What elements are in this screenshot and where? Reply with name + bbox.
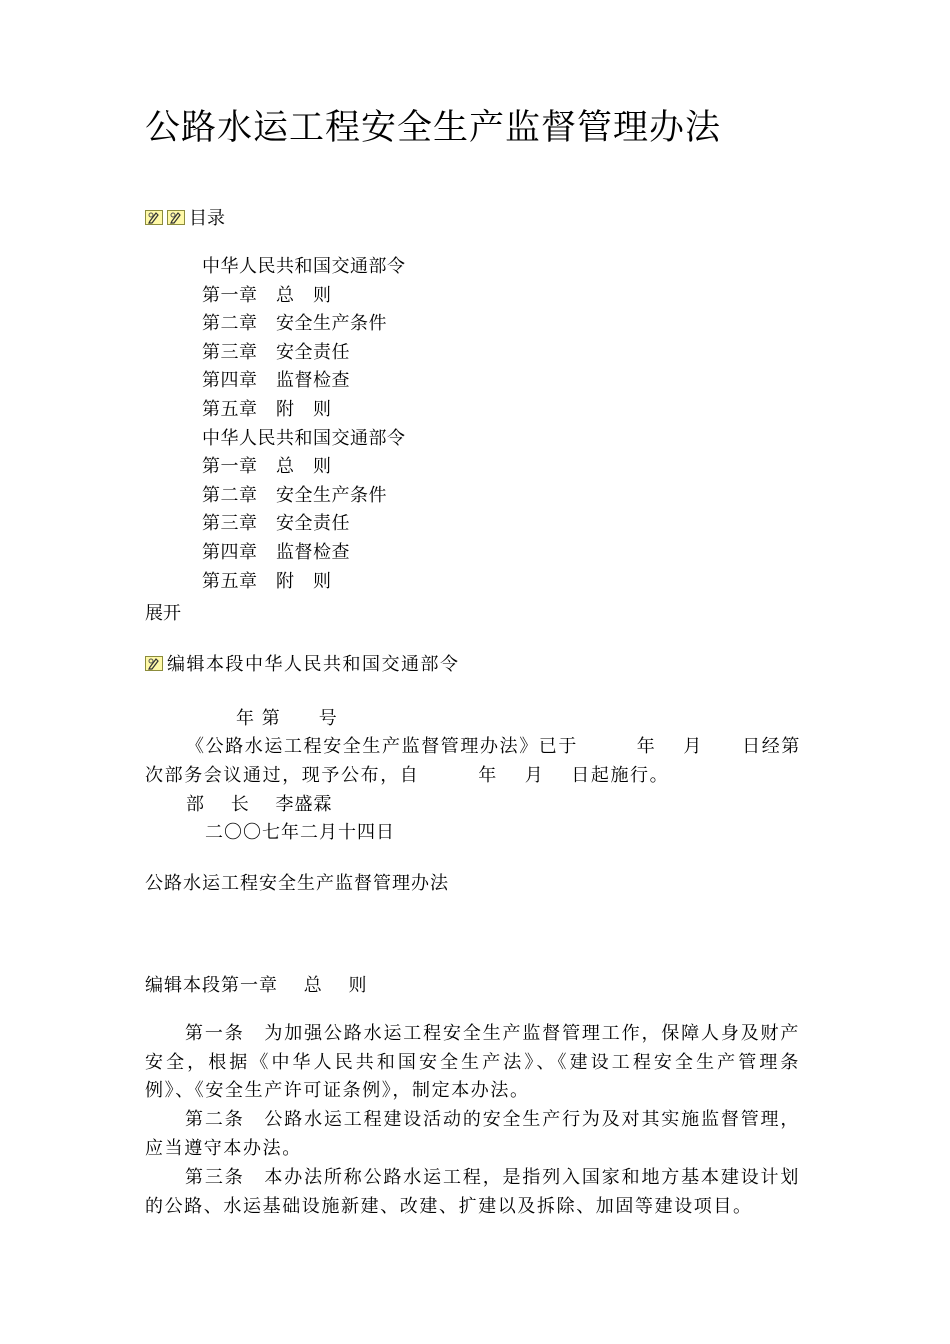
toc-item[interactable]: 第五章 附 则 (202, 398, 332, 420)
article-2: 第二条 公路水运工程建设活动的安全生产行为及对其实施监督管理，应当遵守本办法。 (145, 1109, 800, 1159)
toc-item[interactable]: 第三章 安全责任 (202, 513, 350, 535)
chapter-heading: 编辑本段第一章 总 则 (145, 975, 368, 996)
issue-date: 二〇〇七年二月十四日 (205, 822, 395, 843)
section-heading (145, 650, 460, 676)
toc-item[interactable]: 第二章 安全生产条件 (202, 484, 387, 506)
toc-item[interactable]: 第一章 总 则 (202, 456, 332, 478)
toc-item[interactable]: 第二章 安全生产条件 (202, 313, 387, 335)
article-3: 第三条 本办法所称公路水运工程，是指列入国家和地方基本建设计划的公路、水运基础设施新建、改建、扩建以及拆除、加固等建设项目。 (145, 1167, 800, 1217)
toc-item[interactable]: 中华人民共和国交通部令 (202, 427, 406, 449)
toc-item[interactable]: 第四章 监督检查 (202, 541, 350, 563)
edit-icon[interactable] (145, 656, 163, 671)
toc-label: 目录 (189, 208, 225, 229)
document-title: 公路水运工程安全生产监督管理办法 (145, 108, 722, 148)
toc-item[interactable]: 第五章 附 则 (202, 570, 332, 592)
toc-item[interactable]: 第三章 安全责任 (202, 341, 350, 363)
edit-icon[interactable] (167, 210, 185, 225)
toc-item[interactable]: 第四章 监督检查 (202, 370, 350, 392)
toc-header (145, 204, 225, 230)
toc-list (202, 253, 406, 596)
expand-link[interactable]: 展开 (145, 603, 181, 624)
announcement-line-1: 《公路水运工程安全生产监督管理办法》已于 年 月 日经第 (186, 736, 801, 757)
section-heading-text: 编辑本段中华人民共和国交通部令 (167, 654, 460, 675)
announcement-line-2: 次部务会议通过，现予公布，自 年 月 日起施行。 (145, 765, 670, 786)
toc-item[interactable]: 中华人民共和国交通部令 (202, 256, 406, 277)
edit-icon[interactable] (145, 210, 163, 225)
signatory: 部 长 李盛霖 (186, 794, 333, 815)
toc-item[interactable]: 第一章 总 则 (202, 284, 332, 306)
document-subtitle: 公路水运工程安全生产监督管理办法 (145, 873, 449, 894)
article-1: 第一条 为加强公路水运工程安全生产监督管理工作，保障人身及财产安全，根据《中华人民共和国安全生产法》、《建设工程安全生产管理条例》、《安全生产许可证条例》，制定本办法。 (145, 1023, 800, 1101)
order-number: 年 第 号 (236, 708, 338, 729)
